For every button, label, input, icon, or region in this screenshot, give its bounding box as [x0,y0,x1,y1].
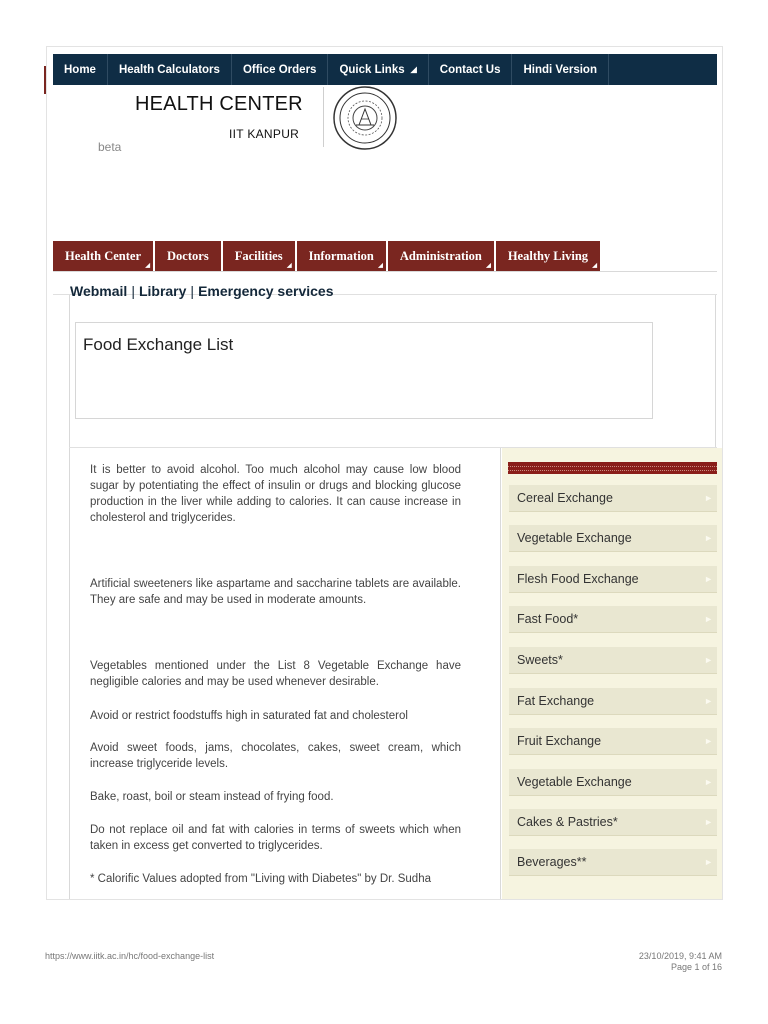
arrow-right-icon: ► [704,696,713,706]
sidebar-item-vegetable-exchange-2[interactable] [509,769,717,796]
arrow-right-icon: ► [704,655,713,665]
sec-nav-label: Healthy Living [507,248,589,263]
sec-nav-label: Information [308,248,374,263]
site-subtitle: IIT KANPUR [229,127,300,141]
sidebar-item-fruit-exchange[interactable] [509,728,717,755]
sec-nav-label: Facilities [234,248,283,263]
arrow-right-icon: ► [704,857,713,867]
sec-nav-doctors[interactable] [155,241,221,271]
sidebar-item-label: Flesh Food Exchange [517,572,639,586]
sidebar-item-fast-food[interactable] [509,606,717,633]
footer-datetime: 23/10/2019, 9:41 AM [638,951,722,961]
arrow-right-icon: ► [704,614,713,624]
content-paragraph: Artificial sweeteners like aspartame and saccharine tablets are available. They are safe and may be used in moderate amounts. [90,578,461,606]
emergency-services-link[interactable]: Emergency services [198,283,334,299]
main-content [69,448,501,900]
content-paragraph: Bake, roast, boil or steam instead of frying food. [90,791,334,803]
dropdown-triangle-icon: ◢ [410,65,417,74]
sidebar-item-fat-exchange[interactable] [509,688,717,715]
beta-label: beta [98,140,122,154]
sec-nav-facilities[interactable] [223,241,295,271]
secondary-nav [53,241,602,271]
sidebar-item-sweets[interactable] [509,647,717,674]
content-paragraph: Avoid sweet foods, jams, chocolates, cakes, sweet cream, which increase triglyceride levels. [90,742,461,770]
page-frame [46,46,723,900]
sidebar-item-label: Vegetable Exchange [517,531,632,545]
top-nav-home[interactable] [53,54,108,85]
site-title[interactable]: HEALTH CENTER [135,93,303,115]
page-title-box [75,322,653,419]
sidebar-item-label: Vegetable Exchange [517,775,632,789]
header-divider [323,87,324,147]
top-nav-label: Quick Links [339,63,405,76]
sidebar-header-stripe [508,462,717,474]
arrow-right-icon: ► [704,574,713,584]
content-paragraph: Avoid or restrict foodstuffs high in saturated fat and cholesterol [90,710,408,722]
sec-nav-label: Doctors [167,248,209,263]
content-paragraph: * Calorific Values adopted from "Living with Diabetes" by Dr. Sudha [90,873,431,885]
sidebar-item-label: Fast Food* [517,612,579,626]
top-nav-label: Contact Us [439,63,501,76]
corner-triangle-icon: ◢ [592,263,598,269]
top-nav-quick-links[interactable] [328,54,428,85]
webmail-link[interactable]: Webmail [70,283,128,299]
top-nav-office-orders[interactable] [232,54,329,85]
sidebar-item-label: Cereal Exchange [517,491,613,505]
nav-divider [53,271,717,272]
top-nav [53,54,717,85]
footer-url: https://www.iitk.ac.in/hc/food-exchange-list [45,951,215,961]
corner-triangle-icon: ◢ [486,263,491,269]
corner-triangle-icon: ◢ [145,263,151,269]
arrow-right-icon: ► [704,533,713,543]
quick-links [70,283,334,299]
top-nav-label: Health Calculators [118,63,220,76]
sidebar-item-label: Fruit Exchange [517,734,602,748]
sidebar-item-label: Cakes & Pastries* [517,815,618,829]
sidebar [502,448,723,900]
sec-nav-administration[interactable] [388,241,494,271]
arrow-right-icon: ► [704,777,713,787]
sidebar-item-label: Beverages** [517,855,587,869]
footer-page-info: Page 1 of 16 [670,962,722,972]
corner-triangle-icon: ◢ [378,263,383,269]
arrow-right-icon: ► [704,493,713,503]
page-title: Food Exchange List [83,335,234,354]
top-nav-label: Hindi Version [523,63,597,76]
sidebar-item-beverages[interactable] [509,849,717,876]
content-paragraph: Do not replace oil and fat with calories in terms of sweets which when taken in excess get converted to triglycerides. [90,824,461,852]
top-nav-health-calculators[interactable] [108,54,232,85]
top-nav-label: Office Orders [242,63,317,76]
footer-meta [639,951,722,973]
link-separator: | [131,283,135,299]
content-paragraph: Vegetables mentioned under the List 8 Vegetable Exchange have negligible calories and may be used whenever desirable. [90,660,461,688]
sidebar-item-label: Fat Exchange [517,694,595,708]
arrow-right-icon: ► [704,817,713,827]
content-border-right [715,295,716,447]
arrow-right-icon: ► [704,736,713,746]
sec-nav-label: Administration [399,248,482,263]
top-nav-label: Home [64,63,96,76]
sec-nav-label: Health Center [65,248,142,263]
sidebar-item-cereal-exchange[interactable] [509,485,717,512]
sec-nav-information[interactable] [297,241,386,271]
sidebar-item-label: Sweets* [517,653,563,667]
content-paragraph: It is better to avoid alcohol. Too much alcohol may cause low blood sugar by potentiating the effect of insulin or drugs and blocking glucose production in the liver while adding to calories. It can cause increase in cholesterol and triglycerides. [90,464,461,524]
sec-nav-healthy-living[interactable] [496,241,600,271]
sidebar-item-flesh-food-exchange[interactable] [509,566,717,593]
link-separator: | [190,283,195,299]
sec-nav-health-center[interactable] [53,241,153,271]
iit-kanpur-seal-icon[interactable] [332,85,398,151]
top-nav-hindi-version[interactable] [512,54,609,85]
sidebar-item-cakes-pastries[interactable] [509,809,717,836]
sidebar-item-vegetable-exchange[interactable] [509,525,717,552]
corner-triangle-icon: ◢ [286,263,292,269]
library-link[interactable]: Library [138,283,187,299]
top-nav-contact-us[interactable] [429,54,513,85]
